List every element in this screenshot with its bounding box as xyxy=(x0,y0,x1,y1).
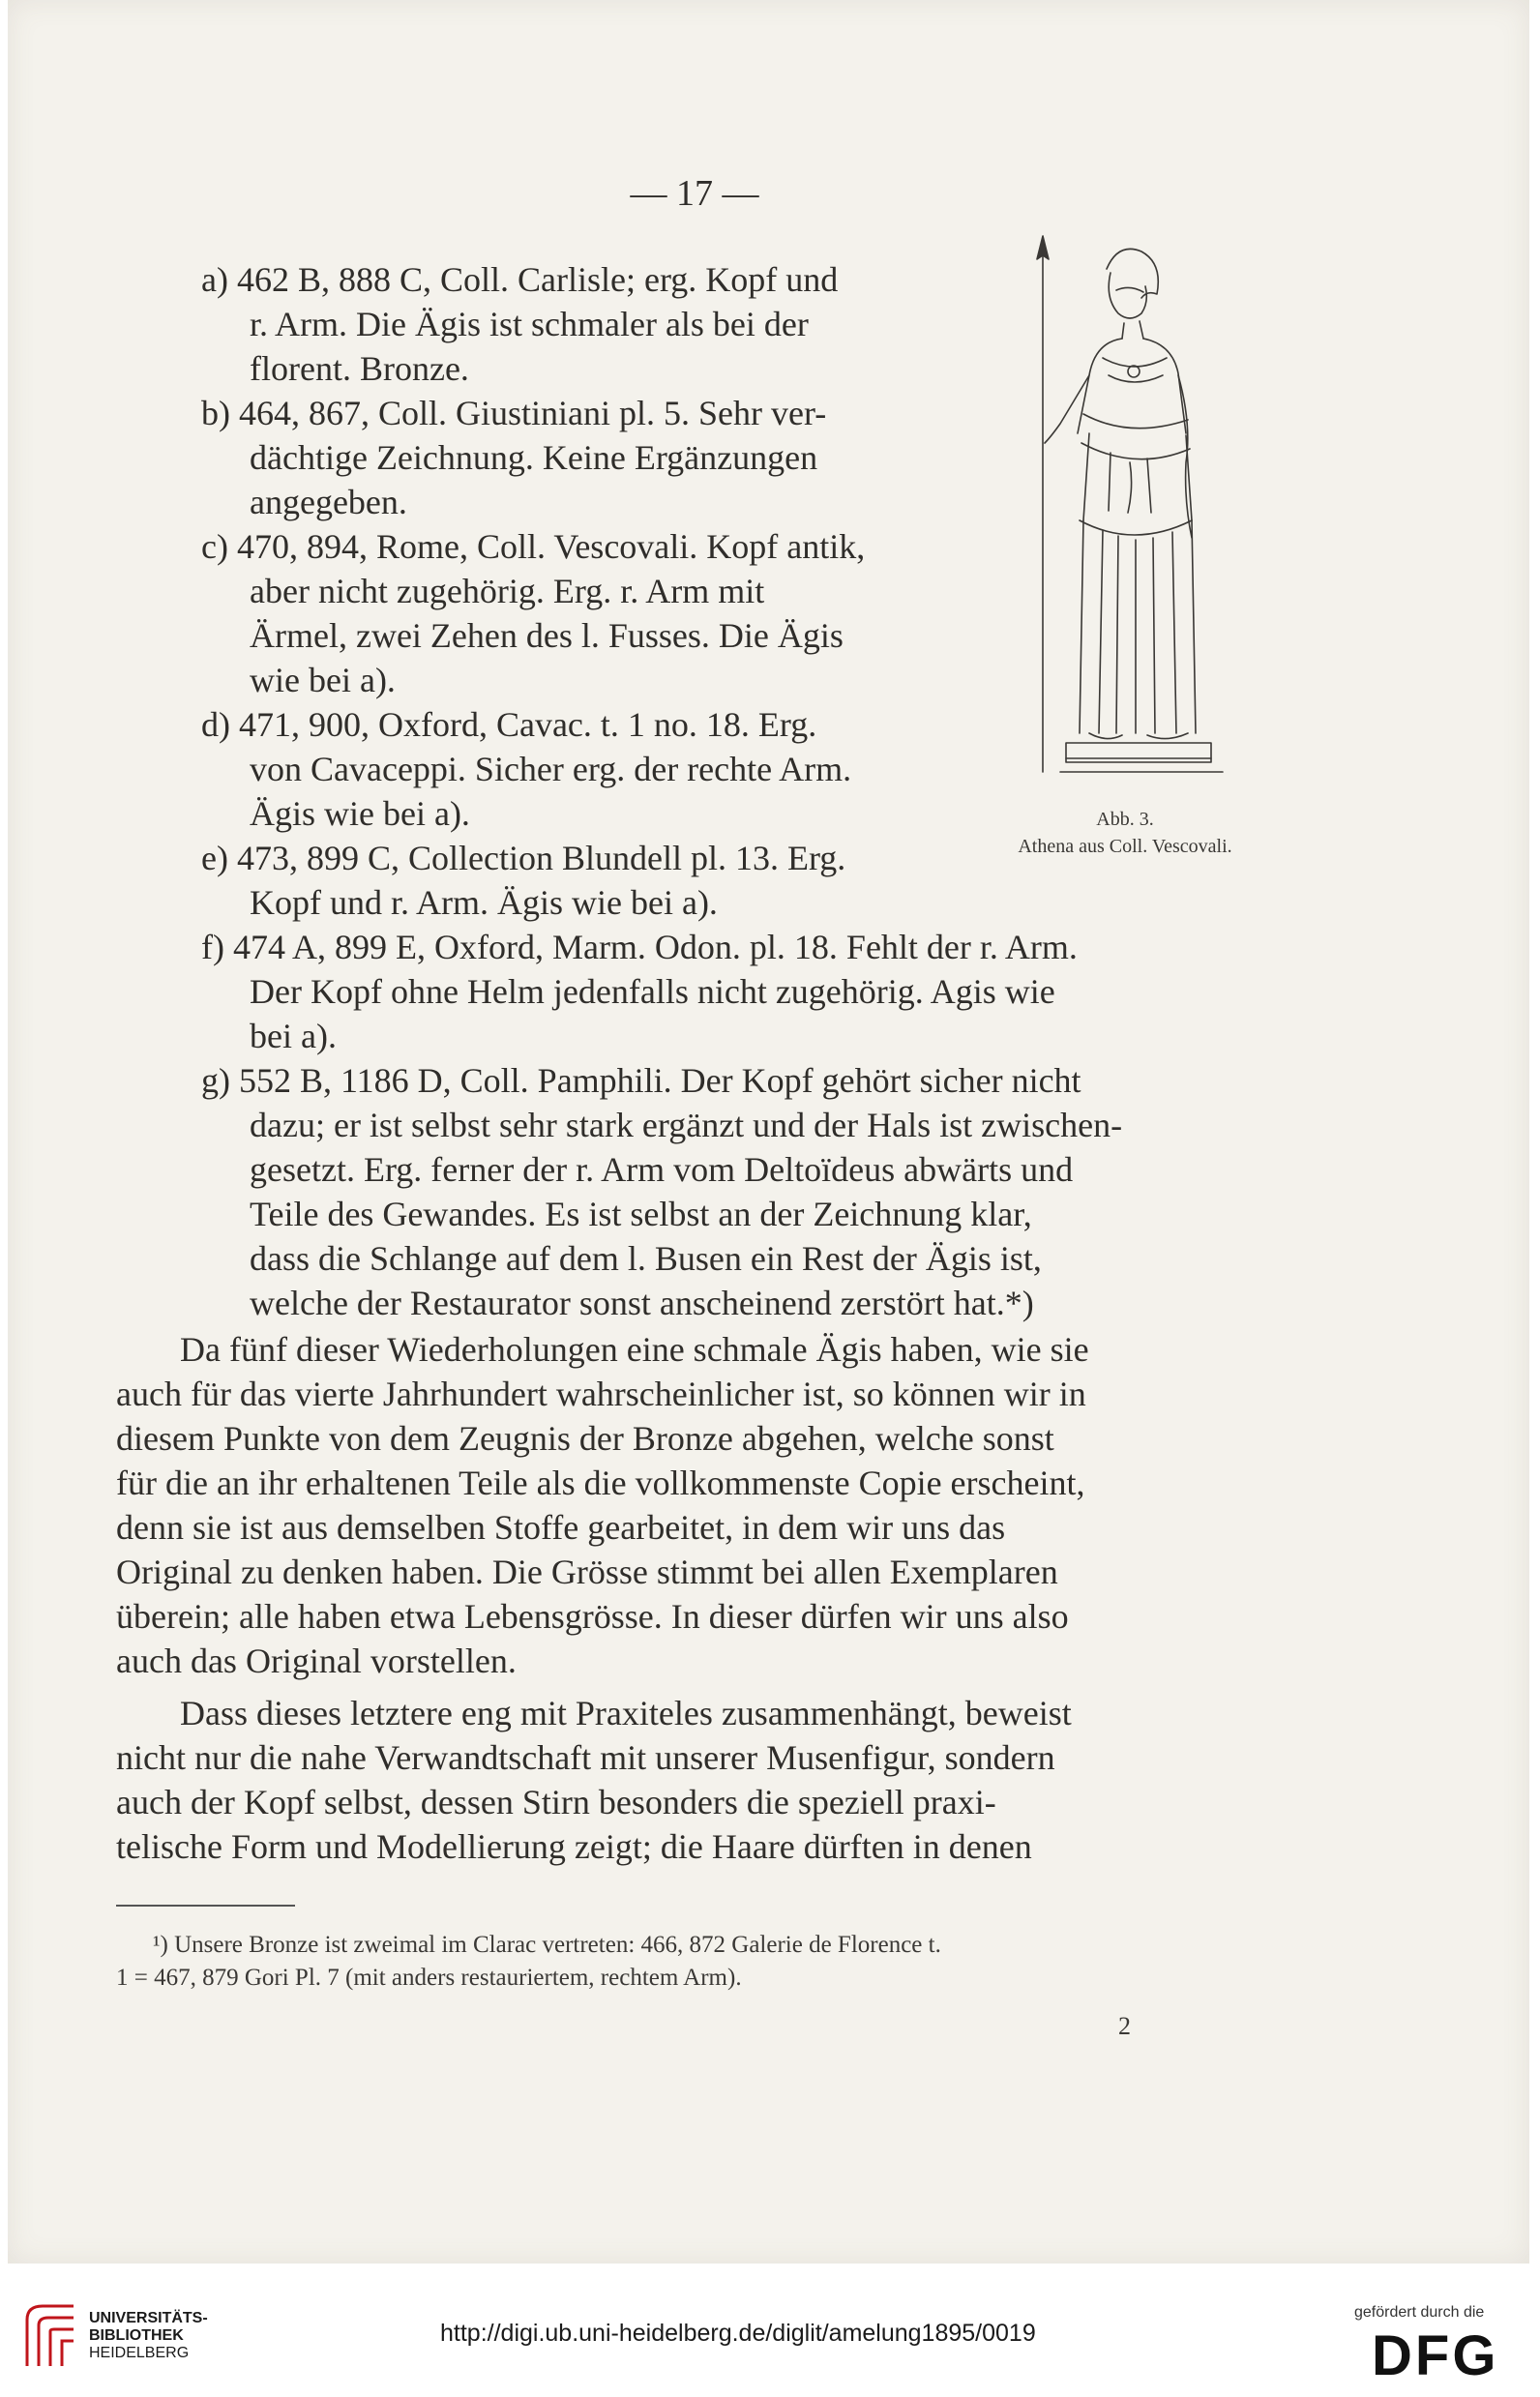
entry-a-line-2: r. Arm. Die Ägis ist schmaler als bei der xyxy=(250,305,809,343)
footnote-line-1: ¹) Unsere Bronze ist zweimal im Clarac vertreten: 466, 872 Galerie de Florence t. xyxy=(153,1932,941,1958)
library-line-1: UNIVERSITÄTS- xyxy=(89,2310,208,2326)
university-library-name xyxy=(89,2310,208,2362)
entry-d-line-1: d) 471, 900, Oxford, Cavac. t. 1 no. 18. Erg. xyxy=(201,705,817,744)
entry-g-line-2: dazu; er ist selbst sehr stark ergänzt und der Hals ist zwischen- xyxy=(250,1106,1123,1144)
university-library-logo xyxy=(17,2298,85,2372)
entry-c-line-2: aber nicht zugehörig. Erg. r. Arm mit xyxy=(250,572,765,610)
signature-mark: 2 xyxy=(1118,2012,1131,2040)
entry-g-line-3: gesetzt. Erg. ferner der r. Arm vom Deltoïdeus abwärts und xyxy=(250,1150,1074,1189)
paragraph-2-line-3: auch der Kopf selbst, dessen Stirn besonders die speziell praxi- xyxy=(116,1783,996,1821)
entry-f-line-3: bei a). xyxy=(250,1017,337,1055)
page-number: — 17 — xyxy=(630,173,759,214)
paragraph-1-line-5: denn sie ist aus demselben Stoffe gearbeitet, in dem wir uns das xyxy=(116,1508,1006,1547)
entry-g-line-1: g) 552 B, 1186 D, Coll. Pamphili. Der Kopf gehört sicher nicht xyxy=(201,1061,1081,1100)
entry-a-line-3: florent. Bronze. xyxy=(250,349,469,388)
entry-c-line-3: Ärmel, zwei Zehen des l. Fusses. Die Ägis xyxy=(250,616,844,655)
athena-statue-figure xyxy=(1022,230,1236,803)
paragraph-1-line-8: auch das Original vorstellen. xyxy=(116,1642,517,1680)
entry-b-line-2: dächtige Zeichnung. Keine Ergänzungen xyxy=(250,438,818,477)
scanned-page xyxy=(8,0,1529,2264)
entry-a-line-1: a) 462 B, 888 C, Coll. Carlisle; erg. Kopf und xyxy=(201,260,839,299)
entry-b-line-3: angegeben. xyxy=(250,483,407,521)
figure-label: Abb. 3. xyxy=(1096,809,1154,830)
paragraph-1-line-2: auch für das vierte Jahrhundert wahrscheinlicher ist, so können wir in xyxy=(116,1375,1086,1413)
entry-e-line-2: Kopf und r. Arm. Ägis wie bei a). xyxy=(250,883,718,922)
entry-b-line-1: b) 464, 867, Coll. Giustiniani pl. 5. Sehr ver- xyxy=(201,394,827,432)
figure-caption: Athena aus Coll. Vescovali. xyxy=(1018,836,1232,857)
paragraph-1-line-3: diesem Punkte von dem Zeugnis der Bronze abgehen, welche sonst xyxy=(116,1419,1054,1458)
paragraph-1-line-6: Original zu denken haben. Die Grösse stimmt bei allen Exemplaren xyxy=(116,1553,1058,1591)
footnote-rule xyxy=(116,1905,295,1907)
entry-g-line-5: dass die Schlange auf dem l. Busen ein Rest der Ägis ist, xyxy=(250,1239,1042,1278)
paragraph-2-line-1: Dass dieses letztere eng mit Praxiteles zusammenhängt, beweist xyxy=(180,1694,1072,1732)
entry-g-line-6: welche der Restaurator sonst anscheinend zerstört hat.*) xyxy=(250,1284,1034,1322)
entry-f-line-1: f) 474 A, 899 E, Oxford, Marm. Odon. pl. 18. Fehlt der r. Arm. xyxy=(201,928,1078,966)
entry-d-line-3: Ägis wie bei a). xyxy=(250,794,470,833)
paragraph-2-line-2: nicht nur die nahe Verwandtschaft mit unserer Musenfigur, sondern xyxy=(116,1738,1055,1777)
library-line-2: BIBLIOTHEK xyxy=(89,2327,184,2344)
entry-c-line-4: wie bei a). xyxy=(250,661,396,699)
paragraph-1-line-4: für die an ihr erhaltenen Teile als die vollkommenste Copie erscheint, xyxy=(116,1464,1085,1502)
footnote-line-2: 1 = 467, 879 Gori Pl. 7 (mit anders restauriertem, rechtem Arm). xyxy=(116,1965,742,1991)
footer-bar xyxy=(0,2264,1540,2397)
entry-c-line-1: c) 470, 894, Rome, Coll. Vescovali. Kopf antik, xyxy=(201,527,866,566)
paragraph-2-line-4: telische Form und Modellierung zeigt; die Haare dürften in denen xyxy=(116,1827,1032,1866)
entry-d-line-2: von Cavaceppi. Sicher erg. der rechte Arm. xyxy=(250,750,852,788)
paragraph-1-line-1: Da fünf dieser Wiederholungen eine schmale Ägis haben, wie sie xyxy=(180,1330,1089,1369)
paragraph-1-line-7: überein; alle haben etwa Lebensgrösse. In dieser dürfen wir uns also xyxy=(116,1597,1069,1636)
dfg-logo: DFG xyxy=(1372,2324,1499,2387)
entry-e-line-1: e) 473, 899 C, Collection Blundell pl. 13. Erg. xyxy=(201,839,846,877)
entry-f-line-2: Der Kopf ohne Helm jedenfalls nicht zugehörig. Agis wie xyxy=(250,972,1055,1011)
source-url-link[interactable]: http://digi.ub.uni-heidelberg.de/diglit/amelung1895/0019 xyxy=(440,2320,1036,2347)
library-line-3: HEIDELBERG xyxy=(89,2345,190,2361)
entry-g-line-4: Teile des Gewandes. Es ist selbst an der Zeichnung klar, xyxy=(250,1195,1032,1233)
funder-text: gefördert durch die xyxy=(1354,2304,1485,2321)
